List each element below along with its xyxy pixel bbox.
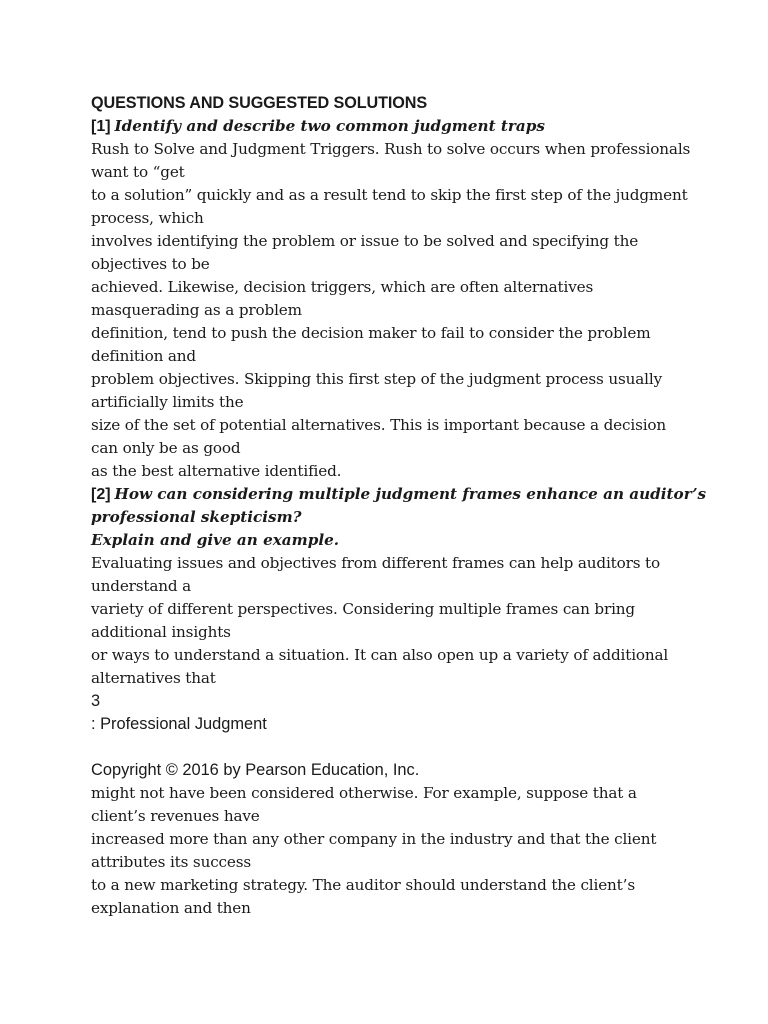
section-heading: QUESTIONS AND SUGGESTED SOLUTIONS (91, 94, 428, 112)
question-1-text: Identify and describe two common judgment traps (114, 117, 545, 135)
continuation-line: client’s revenues have (91, 807, 260, 825)
continuation-line: increased more than any other company in the industry and that the client (91, 830, 657, 848)
document-page (91, 92, 707, 920)
answer-2-line: variety of different perspectives. Considering multiple frames can bring (91, 600, 635, 618)
question-2-text-line-3: Explain and give an example. (91, 531, 340, 549)
answer-1-line: process, which (91, 209, 204, 227)
answer-2-line: alternatives that (91, 669, 216, 687)
continuation-text (91, 782, 691, 920)
answer-1-line: definition, tend to push the decision maker to fail to consider the problem (91, 324, 651, 342)
spacer (91, 736, 691, 759)
answer-1-line: masquerading as a problem (91, 301, 302, 319)
answer-1-line: want to “get (91, 163, 185, 181)
answer-1-line: involves identifying the problem or issue to be solved and specifying the (91, 232, 639, 250)
answer-2-line: understand a (91, 577, 192, 595)
continuation-line: attributes its success (91, 853, 252, 871)
continuation-line: explanation and then (91, 899, 251, 917)
answer-1-line: achieved. Likewise, decision triggers, which are often alternatives (91, 278, 594, 296)
question-2-number: [2] (91, 486, 111, 503)
question-1-number: [1] (91, 118, 111, 135)
answer-2 (91, 552, 691, 690)
answer-1-line: as the best alternative identified. (91, 462, 342, 480)
page-footer (91, 690, 691, 782)
question-1 (91, 115, 691, 138)
page-number: 3 (91, 692, 101, 710)
answer-2-line: Evaluating issues and objectives from different frames can help auditors to (91, 554, 661, 572)
answer-1-line: definition and (91, 347, 196, 365)
continuation-line: to a new marketing strategy. The auditor should understand the client’s (91, 876, 635, 894)
question-2 (91, 483, 707, 506)
answer-2-line: additional insights (91, 623, 231, 641)
question-2-text-line-1: How can considering multiple judgment frames enhance an auditor’s (114, 485, 707, 503)
answer-1-line: Rush to Solve and Judgment Triggers. Rush to solve occurs when professionals (91, 140, 691, 158)
answer-1-line: objectives to be (91, 255, 210, 273)
answer-1-line: to a solution” quickly and as a result tend to skip the first step of the judgment (91, 186, 688, 204)
answer-1-line: artificially limits the (91, 393, 244, 411)
copyright-notice: Copyright © 2016 by Pearson Education, Inc. (91, 761, 420, 779)
answer-1-line: problem objectives. Skipping this first step of the judgment process usually (91, 370, 662, 388)
answer-2-line: or ways to understand a situation. It can also open up a variety of additional (91, 646, 669, 664)
answer-1 (91, 138, 691, 483)
answer-1-line: can only be as good (91, 439, 241, 457)
answer-1-line: size of the set of potential alternatives. This is important because a decision (91, 416, 667, 434)
continuation-line: might not have been considered otherwise. For example, suppose that a (91, 784, 637, 802)
question-2-text-line-2: professional skepticism? (91, 508, 302, 526)
chapter-title: : Professional Judgment (91, 715, 267, 733)
